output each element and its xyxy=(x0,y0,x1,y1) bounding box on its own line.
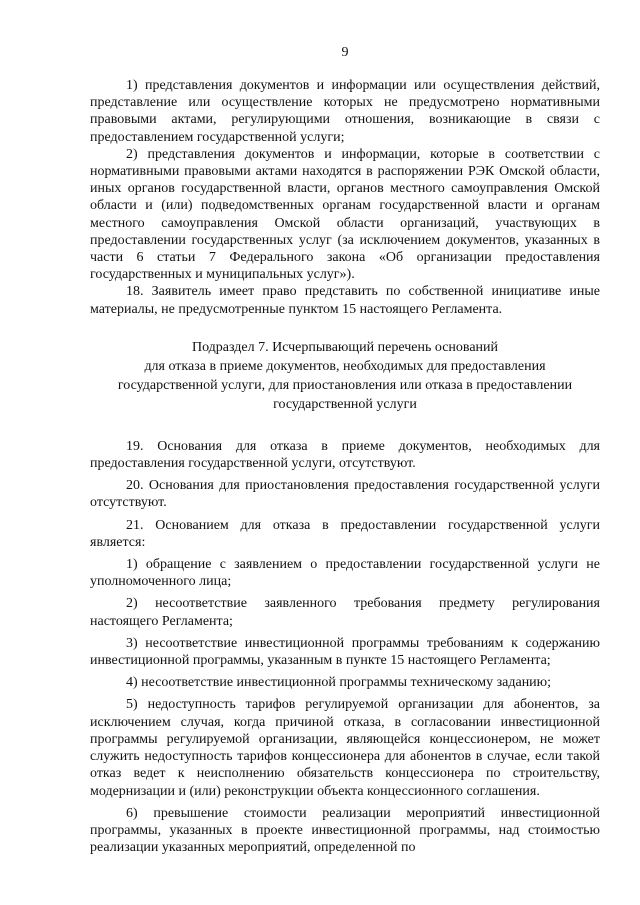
reason-item-6: 6) превышение стоимости реализации мероприятий инвестиционной программы, указанных в проекте инвестиционной программы, над стоимостью реализации указанных мероприятий, определенной по xyxy=(90,805,600,856)
document-body xyxy=(90,77,600,856)
page-number: 9 xyxy=(341,45,349,60)
subsection-heading-line-4: государственной услуги xyxy=(273,396,417,412)
subsection-heading-line-1: Подраздел 7. Исчерпывающий перечень оснований xyxy=(191,339,499,355)
document-page xyxy=(90,0,600,905)
paragraph-item-1: 1) представления документов и информации или осуществления действий, представление или осуществление которых не предусмотрено нормативными правовыми актами, регулирующими отношения, возникающие в связи с предоставлением государственной услуги; xyxy=(90,78,600,145)
reason-item-5: 5) недоступность тарифов регулируемой организации для абонентов, за исключением случая, когда причиной отказа, в согласовании инвестиционной программы регулируемой организации, являющейся концессионером, не может служить недоступность тарифов концессионера для абонентов в случае, если такой отказ ведет к неисполнению обязательств концессионера по строительству, модернизации и (или) реконструкции объекта концессионного соглашения. xyxy=(90,697,600,799)
subsection-heading xyxy=(90,338,600,414)
paragraph-18: 18. Заявитель имеет право представить по собственной инициативе иные материалы, не предусмотренные пунктом 15 настоящего Регламента. xyxy=(90,284,600,317)
paragraph-19: 19. Основания для отказа в приеме документов, необходимых для предоставления государственной услуги, отсутствуют. xyxy=(90,438,600,472)
reason-item-3: 3) несоответствие инвестиционной программы требованиям к содержанию инвестиционной программы, указанным в пункте 15 настоящего Регламента; xyxy=(90,635,600,669)
reason-item-2: 2) несоответствие заявленного требования предмету регулирования настоящего Регламента; xyxy=(90,596,600,629)
reason-item-4: 4) несоответствие инвестиционной программы техническому заданию; xyxy=(126,675,552,691)
subsection-heading-line-3: государственной услуги, для приостановления или отказа в предоставлении xyxy=(117,377,573,393)
paragraph-20: 20. Основания для приостановления предоставления государственной услуги отсутствуют. xyxy=(90,478,600,511)
paragraph-21: 21. Основанием для отказа в предоставлении государственной услуги является: xyxy=(90,517,600,550)
paragraph-item-2: 2) представления документов и информации, которые в соответствии с нормативными правовыми актами находятся в распоряжении РЭК Омской области, иных органов государственной власти, органов местного самоуправления Омской области и (или) подведомственных органам государственной власти и органам местного самоуправления Омской области организаций, участвующих в предоставлении государственных услуг (за исключением документов, указанных в части 6 статьи 7 Федерального закона «Об организации предоставления государственных и муниципальных услуг»). xyxy=(90,146,600,283)
reason-item-1: 1) обращение с заявлением о предоставлении государственной услуги не уполномоченного лица; xyxy=(90,557,600,590)
subsection-heading-line-2: для отказа в приеме документов, необходимых для предоставления xyxy=(144,358,546,374)
